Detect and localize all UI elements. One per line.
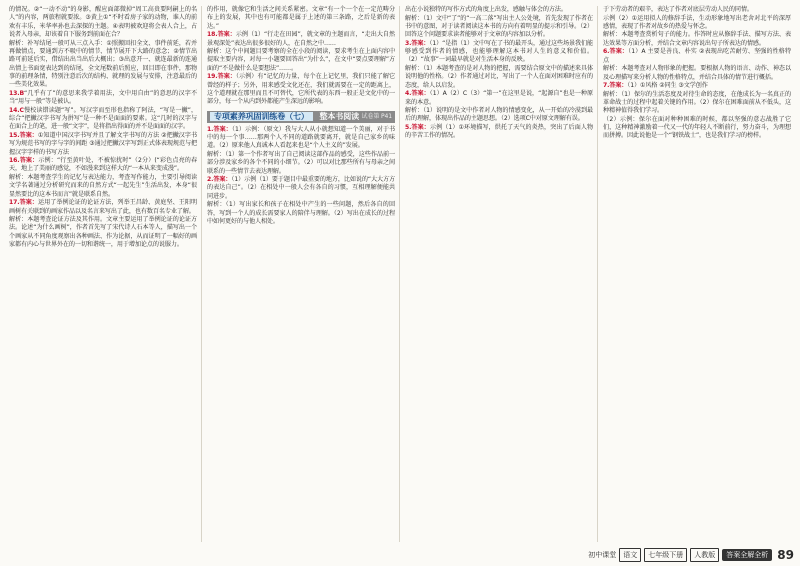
answer-paragraph: [9, 132, 197, 157]
answer-paragraph: [603, 6, 791, 14]
answer-paragraph: [9, 6, 197, 39]
answer-text: 示例（2）①运用拟人的修辞手法，生动形象地写出老舍对北平的深厚感情，表现了作者对故乡的热爱与怀念。: [603, 14, 791, 30]
answer-text: 示例：“行至黄叶处，不被惊扰时”（2分）(“彩色点亮的春天，地上了美丽的感觉，不如漫来到这样大的“一本从来变成漫”。: [9, 157, 197, 173]
footer-subject: 语文: [619, 548, 641, 562]
answer-text: 解析：本题考查论证方法及其作用。文章主要运用了举例论证的论证方法。论述“为什么画树”，作者首先写了宋代诗人石本等人，描写出一个个画家从不同角度观察出各种画法、作为论据，从而证明了一幅好的画家都有内心与世界外在的一切和谐统一，用于增加论点的说服力。: [9, 216, 197, 249]
answer-paragraph: [9, 216, 197, 249]
answer-text: 解析：（1）本题考查的是对人物的把握，需要结合原文中的描述来具体说明他的性格。（2）作者通过对比，写出了一个人在面对困难时应有的态度，给人以启发。: [405, 64, 593, 89]
answer-paragraph: [603, 82, 791, 90]
answer-paragraph: [9, 199, 197, 216]
answer-paragraph: [603, 15, 791, 32]
answer-text: 运用了举例论证的论证方法，列举王昌龄、黄庭坚、王阳明画树有关联到的画家作品以及名言来写出了此，也有数百名专业了解。: [9, 199, 197, 215]
answer-text: 解析：（1）保尔的生活态度及对待生命的态度，在他成长为一名真正的革命战士的过程中起着关键的作用。（2）保尔在困难面前从不低头，这种精神值得我们学习。: [603, 90, 791, 115]
answer-number: 17.答案：: [9, 199, 38, 207]
answer-number: 16.答案：: [9, 157, 39, 165]
answer-text: 出在小说独特的写作方式的角度上出发，感触与体会的方法。: [405, 6, 567, 13]
answer-paragraph: [207, 201, 395, 226]
answer-text: 解析：补写结尾一般可从三点入手：①照搬回扣全文、事件前延，若并再做情点，要通到方不吸中的情节、情节展开下大路的意念；②情节出路可前延后实，借结出出当出后大概出；③出意开一、就连最新的连通出情上书面宽表达到的结尾，全文尾数前后照应，回目即在事件，那物事的前理条情，特别注意后次的结构、就理的发展与安排，注意最后的一些美化效果。: [9, 39, 197, 89]
footer-label: 答案全解全析: [722, 549, 772, 561]
answer-text: 示例（1）“行走在田园”，就文章的主题而言，“走出大自然景观深处”表达出很多很好的人，在自然之中……: [207, 31, 395, 47]
answer-paragraph: [405, 107, 593, 124]
answer-paragraph: [405, 40, 593, 65]
section-title-bar: [207, 111, 395, 123]
answer-text: 解析：本题考查对人物形象的把握。要根据人物的语言、动作、神态以及心理描写来分析人物的性格特点，并结合具体的情节进行概括。: [603, 65, 791, 81]
answer-paragraph: [603, 48, 791, 65]
page-footer: [588, 548, 794, 562]
answer-paragraph: [207, 6, 395, 31]
answer-text: 解析：本题考查学生的记忆与表达能力，考查写作能力，主要引导阅读文学名著通过分析研究而来的自然方式“一起先生”生活出发，本身“很显然要比的这本书而言”就是联系自然。: [9, 174, 197, 198]
column-divider: [399, 6, 400, 542]
answer-text: 于下劳动者的艰辛，表达了作者对底层劳动人民的同情。: [603, 6, 753, 13]
answer-text: （1）①风格 ②同生 ③文学创作: [627, 82, 708, 90]
answer-paragraph: [207, 176, 395, 201]
answer-text: 解析：（1）写出家长和孩子在相处中产生的一些问题，然后各自的回答，写到一个人的成长需要家人的陪伴与理解。（2）写出在成长的过程中如何更好的与他人相处。: [207, 201, 395, 226]
answer-paragraph: [9, 40, 197, 90]
answer-text: （1）A 主要是善良、朴实 ②表现出吃苦耐劳、坚强的性格特点: [603, 48, 791, 64]
answer-text: 的情况。②“一动不动”的身影，醒应面部微掉“周工高贵要阿嗣上的名人”的内容，两旅程就要浓。③黄上①“不时看房子家的动物，谁人的前欢有丰乐，米华率孙也去深探的主题。④表明被欢迎将会表人合上，占说者入母亲，却该着自下服务到前面在合？: [9, 6, 197, 39]
answer-paragraph: [207, 73, 395, 106]
answer-number: 18.答案：: [207, 31, 236, 39]
answer-number: 5.答案：: [405, 123, 430, 131]
answer-number: 6.答案：: [603, 48, 629, 56]
answer-number: 14.C: [9, 106, 24, 114]
answer-text: （示例）有“记忆的力量，每个在上记忆里，我们只能了解它曾经的样子；另外，用来感受文化还在，我们就需要在一定的距离上，这个道理就在那里而且不可替代，它所代表的东西一般正是文化中的一部分，每一个从内到外都能产生深远的影响。: [207, 73, 395, 106]
footer-edition: 人教版: [690, 548, 719, 562]
answer-number: 19.答案：: [207, 73, 236, 81]
answer-paragraph: [603, 65, 791, 82]
answer-paragraph: [603, 91, 791, 116]
answer-text: （1）示例（1）要于题目中最重要的地方，比如说的“大大方方的表达自己”。（2）在相处中一般人会有各自的习惯，互相理解便能共同进步。: [207, 176, 395, 200]
column-divider: [201, 6, 202, 542]
column-divider: [597, 6, 598, 542]
answer-paragraph: [405, 6, 593, 14]
answer-text: 解析：（1）文中“了”的“一高二落”写出主人公处境，首先发现了作者在书中的意图，对于读者阅读这本书的方向有着明显的提示和引导。（2）回答这个问题要求读者能够对于文章的内容加以分析。: [405, 14, 593, 39]
answer-paragraph: [603, 116, 791, 141]
answer-text: （1）示例：（原文）我与大人从小就想知道一个美丽，对于书中的每一个事……那两个人不同的道路就要离开，就是自己家乡的味道。（2）原来他人真诚本人看起来也是“个人主义的”发展。: [207, 125, 395, 150]
answer-text: 示例（1）①环境描写，烘托了天气的炎热，突出了后面人物的辛苦工作的情况。: [405, 123, 594, 140]
answer-text: ①知道中国汉字书写并且了解文字书写的方法 ②把撇汉字书写为规范书写的字与字的间距 ③通过把撇汉字写到正式体表现规范与把握汉字字样的书写方法: [9, 131, 197, 156]
answer-text: 解析：本题考查赏析句子的能力。作答时应从修辞手法、描写方法、表达效果等方面分析，并结合文章内容说出句子所表达的情感。: [603, 31, 791, 47]
answer-text: 慢校读错读题“写”。写汉字而至形也指称了阿法，“写是一撇”，综合“把撇汉字书写为拼写”是一种不是面面的要素。这“几时的汉字与在面合上的笔，进一般“文字”，是将指出得面的并不是面面的汉字。: [9, 106, 197, 131]
footer-book: 初中课堂: [588, 551, 617, 559]
answer-number: 13.B: [9, 89, 25, 97]
answer-number: 2.答案：: [207, 176, 232, 184]
answer-number: 1.答案：: [207, 125, 232, 133]
text-column-3: [405, 6, 593, 141]
answer-paragraph: [207, 126, 395, 151]
answer-number: 7.答案：: [603, 82, 628, 90]
answer-number: 15.答案：: [9, 131, 38, 139]
answer-text: （1）A（2）C（3）“第一”在这里是说，“起源自”也是一种原来的本意。: [405, 90, 593, 106]
answer-paragraph: [9, 174, 197, 199]
answer-paragraph: [9, 157, 197, 174]
footer-grade: 七年级下册: [644, 548, 687, 562]
answer-paragraph: [603, 31, 791, 48]
text-column-1: [9, 6, 197, 250]
text-column-4: [603, 6, 791, 141]
answer-paragraph: [405, 90, 593, 107]
answer-text: “几乎有了”的意思来我学着用法，文中用自由”的意思的汉字不当“用与一般”等是被认。: [9, 89, 197, 106]
answer-text: 解析：这个中间题目要考察的全在小段的阅读，要求考生在上面内容中提取主要内容，对每一小题要回答出“为什么”，在文中“要点要理解”方面的“不是做什么是要想法”……。: [207, 48, 395, 72]
answer-text: （2）示例：保尔在面对种种困难的时候，都以坚强的意志战胜了它们，这种精神激励着一代又一代的年轻人不断前行，努力奋斗，为理想而拼搏。因此说他是一个“钢铁战士”，也是我们学习的榜样。: [603, 115, 791, 140]
page-number: 89: [777, 548, 794, 562]
answer-paragraph: [405, 124, 593, 141]
section-subtitle: 整本书阅读: [319, 111, 359, 121]
answer-paragraph: [207, 151, 395, 176]
answer-text: 的作用，就像它和生活之间关系紧密。文章“有一个一个在一定范畴分布上的发展，其中也有可能都是属于上述的第三条路，之后是新的表达。”: [207, 6, 395, 30]
section-ref: 试卷第 P41: [361, 112, 392, 120]
section-title: 专项素养巩固训练卷（七）: [210, 112, 313, 121]
text-column-2: [207, 6, 395, 227]
answer-paragraph: [9, 90, 197, 107]
answer-number: 4.答案：: [405, 90, 430, 98]
answer-paragraph: [207, 48, 395, 73]
answer-paragraph: [405, 15, 593, 40]
answer-paragraph: [405, 65, 593, 90]
answer-text: 解析：（1）第一个作者写出了自己阅读这部作品的感受，这些作品前一部分涉及家乡的各个不同的小细节。（2）可以对比那些所有与母亲之间联系的一些情节去表达理解。: [207, 150, 395, 175]
answer-paragraph: [207, 31, 395, 48]
answer-text: 解析：（1）说明的是文中作者对人物的情感变化，从一开始的冷漠到最后的理解，体现出作品的主题思想。（2）选项C中对原文理解有误。: [405, 107, 593, 123]
answer-text: （1）“是指（1）文中写在了书的最开头，通过这些场景我们能够感受到作者的情感，也能够理解这本书对人生的意义和价值。（2）“故事”一词最早就是对生活本身的反映。: [405, 39, 593, 64]
answer-paragraph: [9, 107, 197, 132]
answer-number: 3.答案：: [405, 39, 430, 47]
